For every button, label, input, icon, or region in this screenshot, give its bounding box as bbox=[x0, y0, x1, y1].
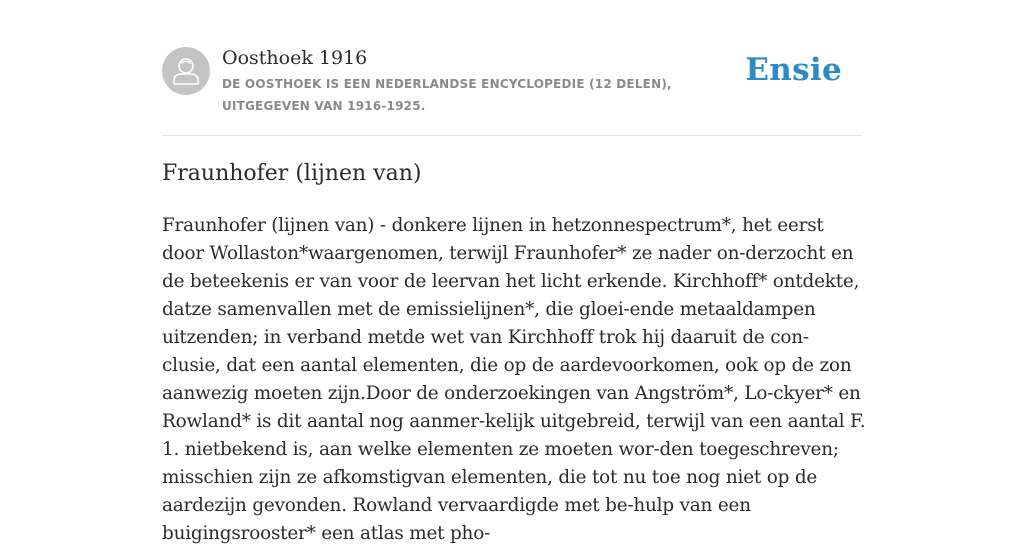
source-header bbox=[162, 44, 862, 135]
user-icon bbox=[162, 47, 210, 95]
entry-body: Fraunhofer (lijnen van) - donkere lijnen in hetzonnespectrum*, het eerst door Wollaston*waargenomen, terwijl Fraunhofer* ze nader on-derzocht en de beteekenis er van voor de leervan het licht erkende. Kirchhoff* ontdekte, datze samenvallen met de emissielijnen*, die gloei-ende metaaldampen uitzenden; in verband metde wet van Kirchhoff trok hij daaruit de con-clusie, dat een aantal elementen, die op de aardevoorkomen, ook op de zon aanwezig moeten zijn.Door de onderzoekingen van Angström*, Lo-ckyer* en Rowland* is dit aantal nog aanmer-kelijk uitgebreid, terwijl van een aantal F. 1. nietbekend is, aan welke elementen ze moeten wor-den toegeschreven; misschien zijn ze afkomstigvan elementen, die tot nu toe nog niet op de aardezijn gevonden. Rowland vervaardigde met be-hulp van een buigingsrooster* een atlas met pho- bbox=[162, 215, 866, 544]
source-name[interactable]: Oosthoek 1916 bbox=[222, 47, 368, 69]
header-divider bbox=[162, 135, 862, 136]
avatar[interactable] bbox=[162, 47, 210, 95]
ensie-logo[interactable]: Ensie bbox=[745, 52, 842, 88]
source-description: DE OOSTHOEK IS EEN NEDERLANDSE ENCYCLOPEDIE (12 DELEN), UITGEGEVEN VAN 1916-1925. bbox=[222, 77, 672, 113]
entry-title: Fraunhofer (lijnen van) bbox=[162, 161, 422, 186]
